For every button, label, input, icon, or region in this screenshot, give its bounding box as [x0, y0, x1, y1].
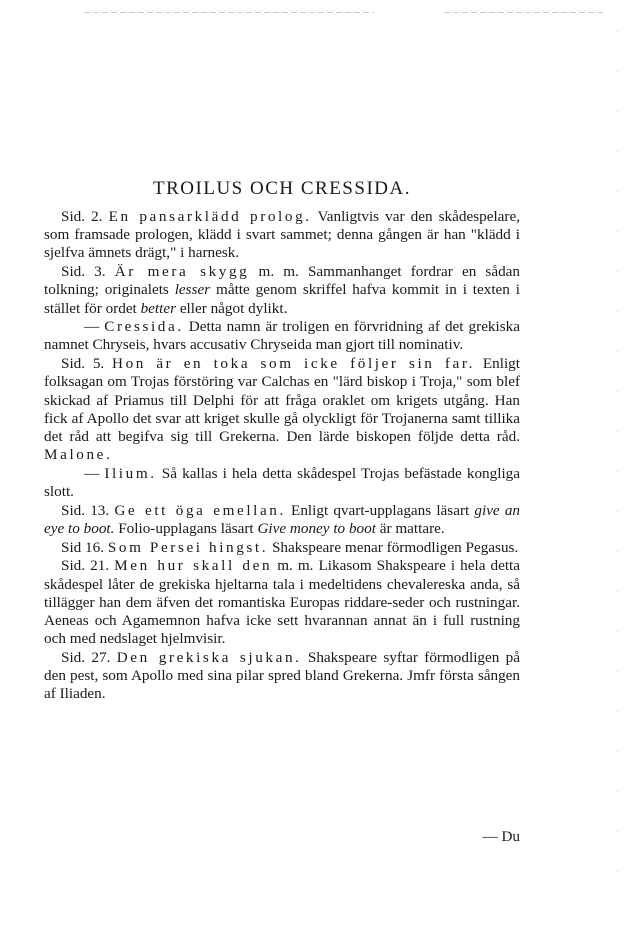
note-paragraph — [44, 539, 520, 557]
spaced-lemma: Malone. — [44, 446, 113, 464]
spaced-lemma: Ge ett öga emellan. — [114, 501, 286, 519]
spaced-lemma: Är mera skygg — [114, 263, 250, 281]
note-paragraph — [44, 263, 520, 318]
note-text: Shakspeare menar förmodligen Pegasus. — [268, 538, 519, 556]
note-text: Så kallas i hela detta skådespel Trojas befästade kongliga slott. — [44, 464, 521, 501]
notes-body — [44, 208, 520, 704]
page-top-rule-left — [84, 12, 374, 13]
note-paragraph — [44, 318, 520, 354]
note-text: m. m. Sammanhanget fordrar en sådan tolkning; originalets — [44, 263, 521, 299]
note-text: m. m. Likasom Shakspeare i hela detta skådespel låter de grekiska hjeltarna tala i medeltidens chevalereska anda, så tillägger han dem äfven det romantiska Europas riddare-seder och rustningar. Aeneas och Agamemnon hafva icke sett hvarannan annat än i full rustning och med nedslaget hjelmvisir. — [44, 557, 520, 648]
note-paragraph — [44, 557, 520, 648]
spaced-lemma: Den grekiska sjukan. — [116, 648, 302, 666]
note-paragraph — [44, 502, 520, 538]
spaced-lemma: Cressida. — [104, 318, 184, 336]
note-text: Detta namn är troligen en förvridning af det grekiska namnet Chryseis, hvars accusativ Chryseida man gjort till nominativ. — [44, 318, 520, 354]
spaced-lemma: En pansarklädd prolog. — [108, 208, 312, 225]
note-text: Folio-upplagans läsart — [114, 519, 258, 537]
note-text: är mattare. — [375, 519, 445, 537]
note-text: Enligt qvart-upplagans läsart — [285, 501, 475, 519]
page-top-rule-right — [444, 12, 604, 13]
note-text: Enligt folksagan om Trojas förstöring var Calchas en "lärd biskop i Troja," som blef skickad af Priamus till Delphi för att fråga oraklet om krigets utgång. Han fick af Apollo det svar att kriget skulle gå olyckligt för Trojanerna samt tillika det råd att begifva sig till Grekerna. Den lärde biskopen följde detta råd. — [44, 355, 520, 445]
note-text: Sid. 3. — [61, 263, 115, 281]
italic-quote: give an eye to boot. — [44, 501, 521, 537]
note-text: Shakspeare syftar förmodligen på den pest, som Apollo med sina pilar spred bland Grekerna. Jmfr första sången af Iliaden. — [44, 648, 521, 703]
note-paragraph — [44, 355, 520, 464]
note-text: Sid. 21. — [61, 557, 115, 575]
note-paragraph — [44, 208, 520, 263]
page-edge-marks — [617, 30, 618, 910]
book-page — [44, 0, 520, 927]
note-paragraph — [44, 649, 520, 704]
spaced-lemma: Hon är en toka som icke följer sin far. — [112, 355, 476, 373]
note-paragraph — [44, 465, 520, 501]
note-text: Sid. 5. — [61, 355, 112, 373]
spaced-lemma: Som Persei hingst. — [107, 538, 269, 556]
italic-quote: lesser — [174, 281, 211, 299]
note-text: Sid 16. — [61, 538, 108, 556]
italic-quote: better — [140, 299, 177, 317]
note-text: Sid. 13. — [61, 501, 115, 519]
note-text: — — [84, 464, 105, 482]
note-text: eller något dylikt. — [176, 299, 288, 317]
spaced-lemma: Men hur skall den — [114, 557, 273, 575]
catchword: — Du — [482, 828, 520, 845]
note-text: Sid. 27. — [61, 648, 117, 666]
note-text: — — [84, 318, 105, 336]
note-text: Sid. 2. — [61, 208, 109, 225]
note-text: måtte genom skriffel hafva kommit in i texten i stället för ordet — [44, 281, 520, 317]
page-title: TROILUS OCH CRESSIDA. — [153, 178, 411, 199]
italic-quote: Give money to boot — [257, 519, 376, 537]
note-text: Vanligtvis var den skådespelare, som framsade prologen, klädd i svart sammet; denna gången är han "klädd i sjelfva ämnets drägt," i harnesk. — [44, 208, 520, 262]
spaced-lemma: Ilium. — [104, 464, 157, 482]
